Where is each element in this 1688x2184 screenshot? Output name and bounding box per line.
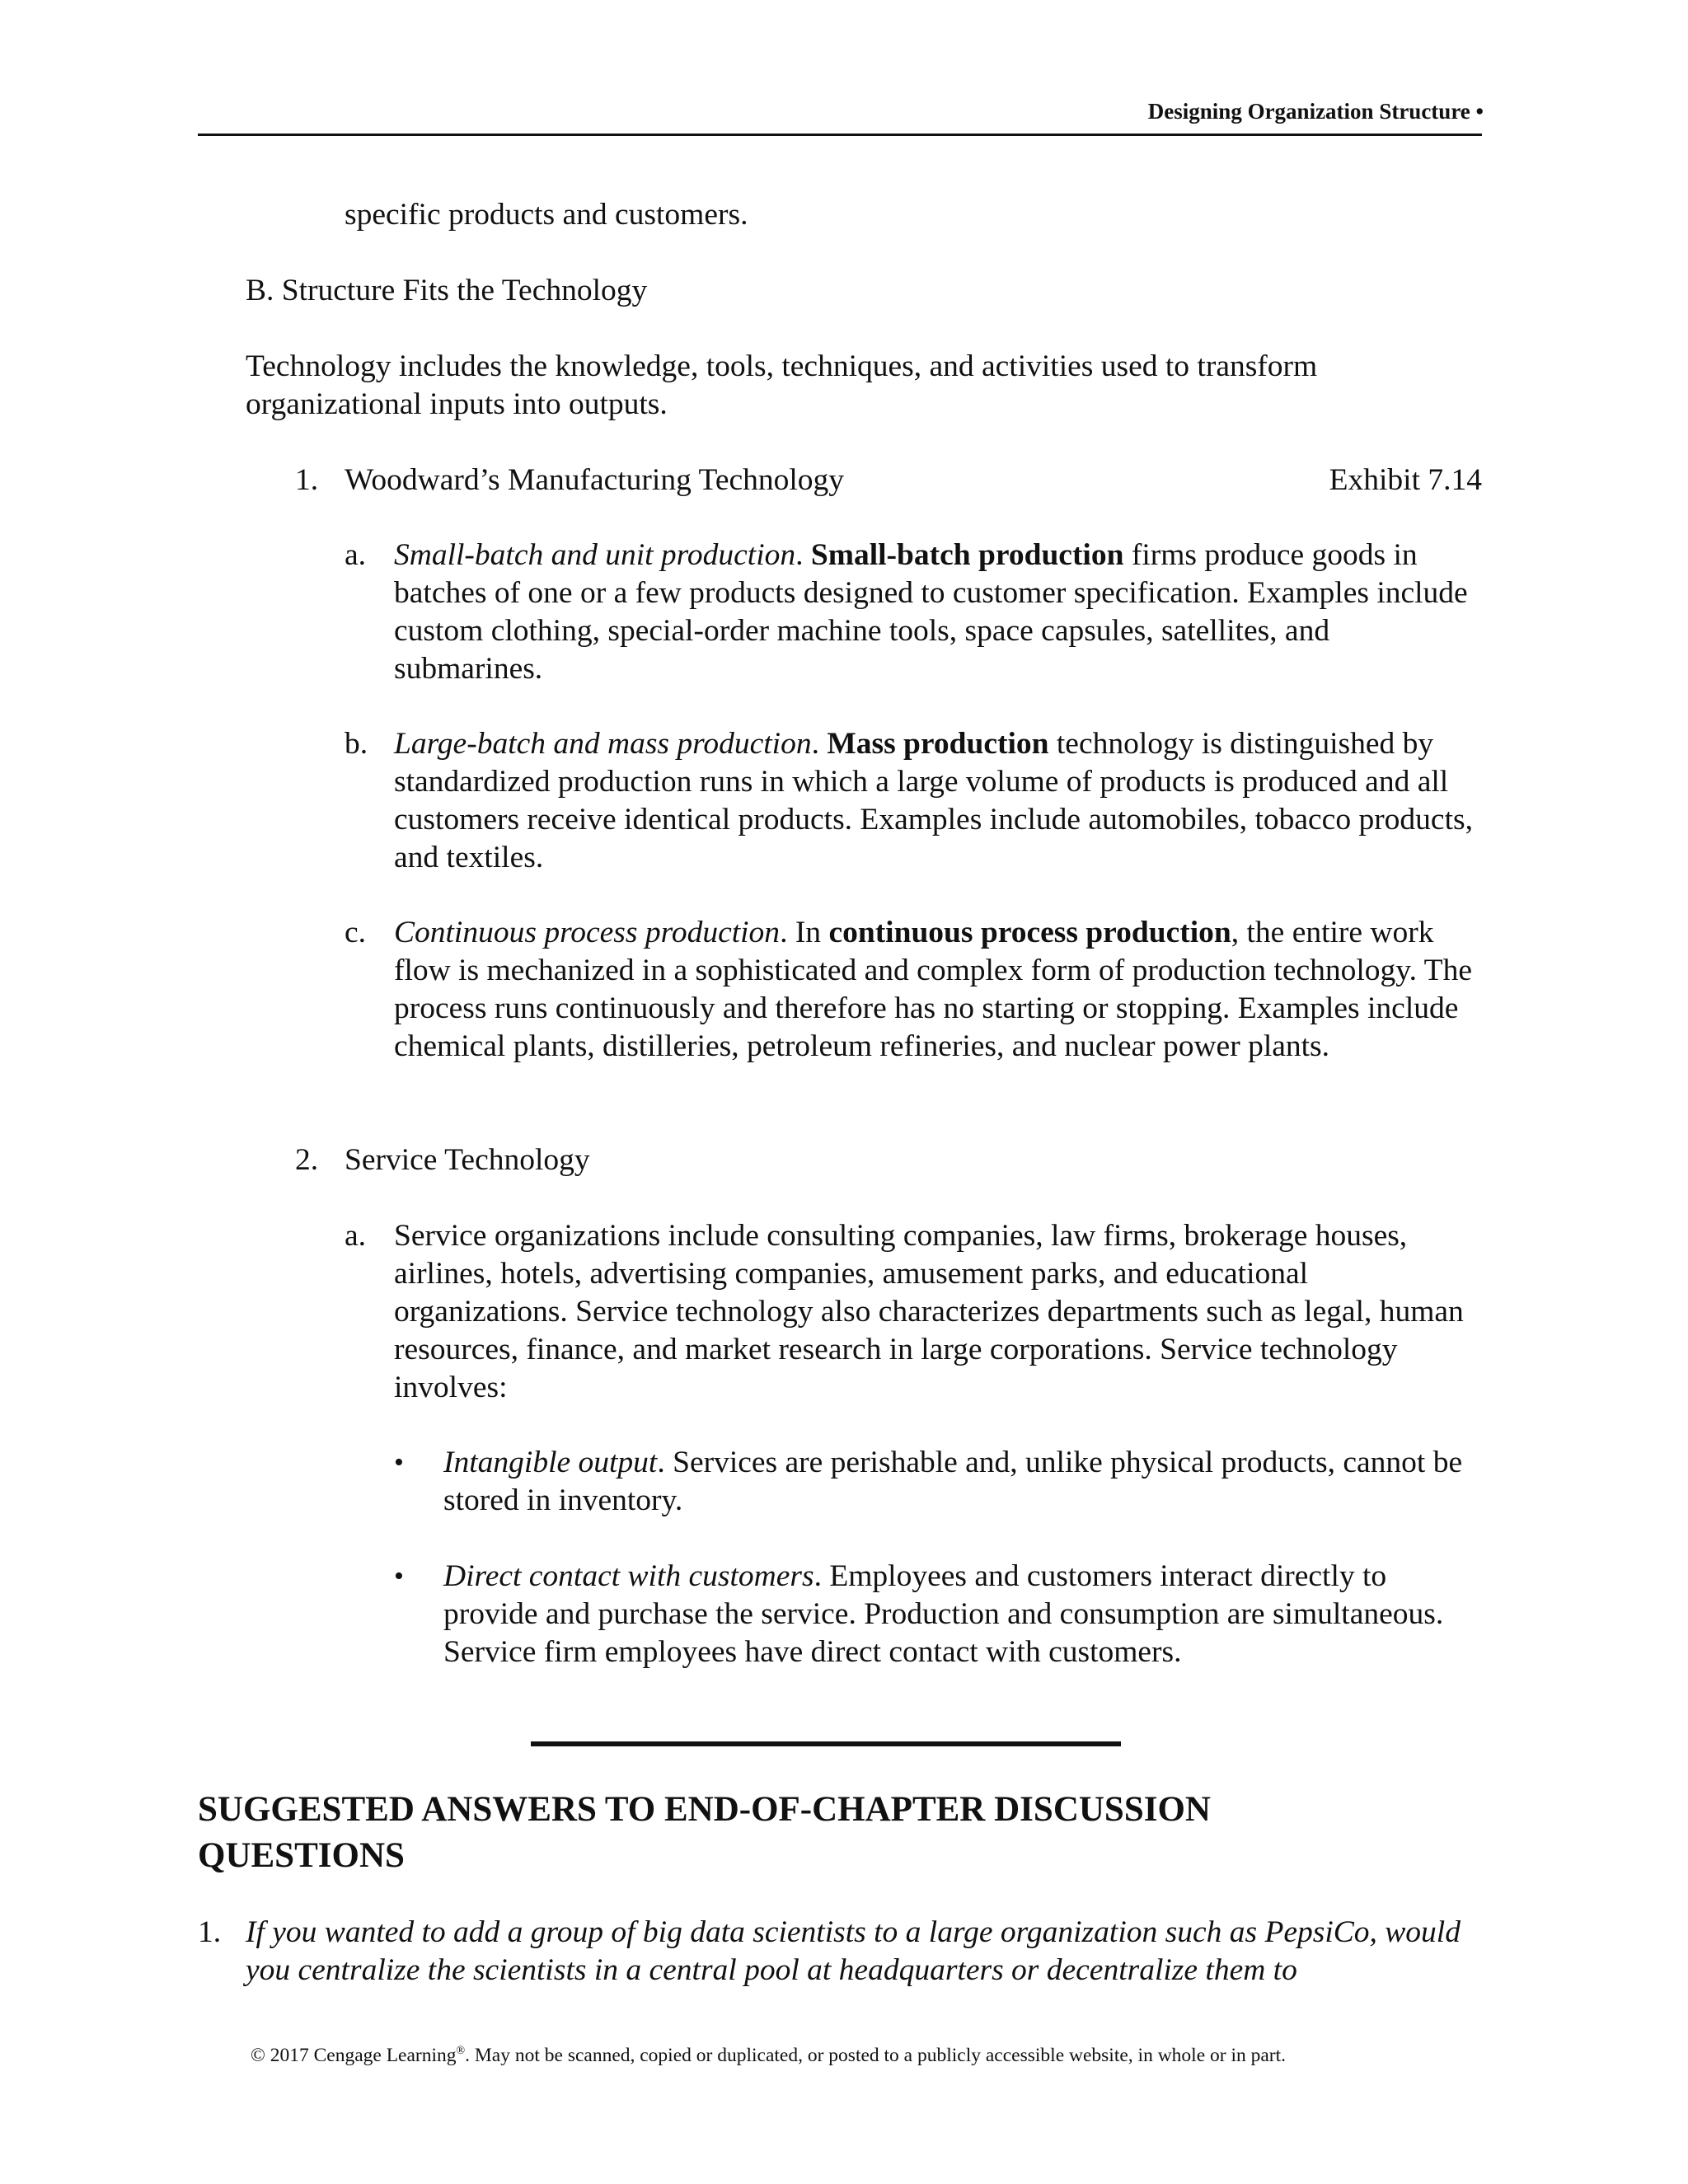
item2-title: Service Technology [345,1143,590,1177]
item2a-letter: a. [345,1219,367,1253]
item1a-paragraph [394,537,1482,688]
item1c-pre: . In [780,916,829,949]
footer-post: . May not be scanned, copied or duplicated, or posted to a publicly accessible website, in whole or in part. [465,2045,1287,2066]
header-rule [198,134,1482,136]
bullet-item-direct-contact [443,1558,1482,1671]
question1-number: 1. [198,1915,222,1949]
bullet2-term: Direct contact with customers [443,1559,814,1593]
item1c-term: Continuous process production [394,916,781,949]
item1b-letter: b. [345,727,368,761]
item1a-letter: a. [345,538,367,572]
section-b-heading: B. Structure Fits the Technology [246,274,648,307]
section-b-intro: Technology includes the knowledge, tools, techniques, and activities used to transform organizational inputs into outputs. [246,349,1318,421]
item2-number: 2. [295,1143,319,1177]
item1c-letter: c. [345,916,367,949]
item1b-text: technology is distinguished by standardized production runs in which a large volume of products is produced and all customers receive identical products. Examples include automobiles, tobacco products, and textiles. [394,727,1473,874]
item1b-term: Large-batch and mass production [394,727,812,761]
suggested-answers-heading: SUGGESTED ANSWERS TO END-OF-CHAPTER DISCUSSION QUESTIONS [198,1790,1211,1875]
bullet-item-intangible-output [443,1444,1482,1520]
running-header: Designing Organization Structure • [1147,99,1484,124]
item1b-sep: . [811,727,828,761]
bullet-icon: • [394,1561,404,1591]
section-separator [531,1741,1121,1746]
footer-pre: © 2017 Cengage Learning [251,2045,457,2066]
question1-text: If you wanted to add a group of big data scientists to a large organization such as PepsiCo, would you centralize the scientists in a central pool at headquarters or decentralize them to [246,1915,1461,1987]
bullet1-text: . Services are perishable and, unlike physical products, cannot be stored in inventory. [443,1446,1463,1517]
bullet-icon: • [394,1447,404,1478]
item1c-text: , the entire work flow is mechanized in a sophisticated and complex form of production technology. The process runs continuously and therefore has no starting or stopping. Examples include chemical plants, distilleries, petroleum refineries, and nuclear power plants. [394,916,1472,1063]
registered-mark: ® [456,2045,466,2058]
item1c-paragraph [394,914,1482,1066]
item1b-bold-term: Mass production [827,727,1049,761]
item1a-text: firms produce goods in batches of one or a few products designed to customer specification. Examples include custom clothing, special-order machine tools, space capsules, satellites, and submarines. [394,538,1468,686]
item1-title: Woodward’s Manufacturing Technology [345,463,845,497]
bullet1-term: Intangible output [443,1446,658,1479]
item1a-bold-term: Small-batch production [810,538,1124,572]
item1c-bold-term: continuous process production [828,916,1231,949]
item1a-sep: . [795,538,811,572]
continued-text: specific products and customers. [345,198,748,232]
bullet2-text: . Employees and customers interact directly to provide and purchase the service. Production and consumption are simultaneous. Service firm employees have direct contact with customers. [443,1559,1444,1669]
item2a-paragraph: Service organizations include consulting companies, law firms, brokerage houses, airlines, hotels, advertising companies, amusement parks, and educational organizations. Service technology also characterizes departments such as legal, human resources, finance, and market research in large corporations. Service technology involves: [394,1219,1464,1404]
item1a-term: Small-batch and unit production [394,538,796,572]
item1b-paragraph [394,725,1482,877]
copyright-footer [251,2045,1286,2067]
item1-exhibit-ref: Exhibit 7.14 [1329,463,1482,497]
item1-number: 1. [295,463,319,497]
